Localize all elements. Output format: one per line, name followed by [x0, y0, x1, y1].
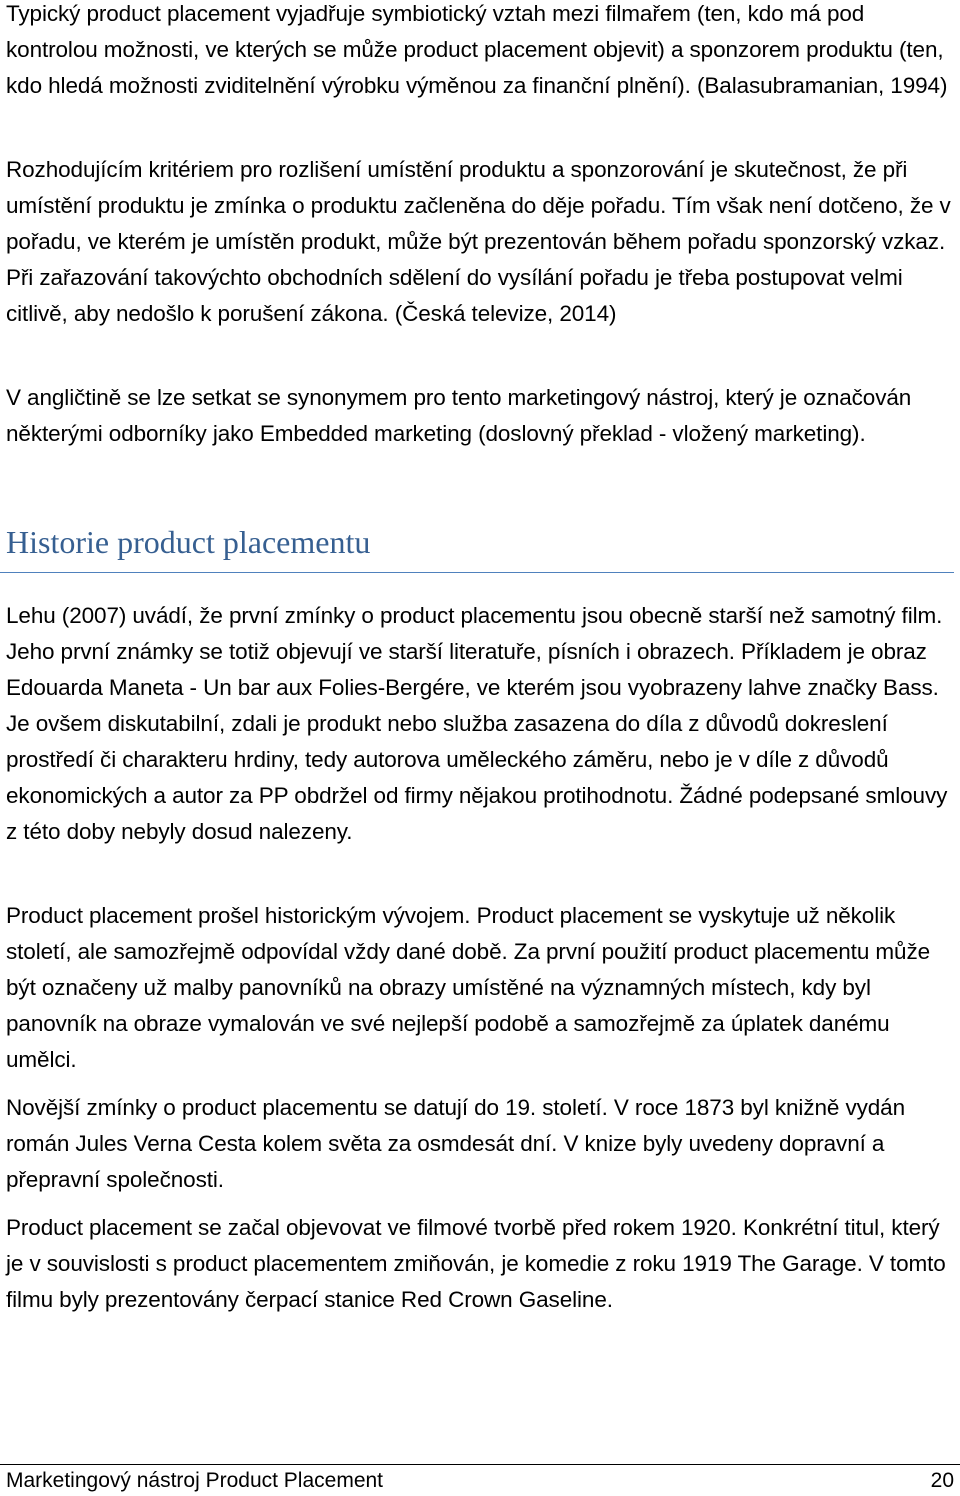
paragraph-lehu-first-mentions: Lehu (2007) uvádí, že první zmínky o product placementu jsou obecně starší než samotný film. Jeho první známky se totiž objevují ve starší literatuře, písních i obrazech. Příkladem je obraz Edouarda Maneta - Un bar aux Folies-Bergére, ve kterém jsou vyobrazeny lahve značky Bass. Je ovšem diskutabilní, zdali je produkt nebo služba zasazena do díla z důvodů dokreslení prostředí či charakteru hrdiny, tedy autorova uměleckého záměru, nebo je v díle z důvodů ekonomických a autor za PP obdržel od firmy nějakou protihodnotu. Žádné podepsané smlouvy z této doby nebyly dosud nalezeny. [6, 603, 948, 844]
paragraph-historical-development: Product placement prošel historickým vývojem. Product placement se vyskytuje už několik století, ale samozřejmě odpovídal vždy dané době. Za první použití product placementu může být označeny už malby panovníků na obrazy umístěné na významných místech, kdy byl panovník na obraze vymalován ve své nejlepší podobě a samozřejmě za úplatek danému umělci. [6, 903, 931, 1072]
footer-page-number: 20 [930, 1469, 954, 1492]
footer-document-title: Marketingový nástroj Product Placement [6, 1469, 384, 1492]
paragraph-symbiotic-relationship: Typický product placement vyjadřuje symbiotický vztah mezi filmařem (ten, kdo má pod kontrolou možnosti, ve kterých se může product placement objevit) a sponzorem produktu (ten, kdo hledá možnosti zviditelnění výrobku výměnou za finanční plnění). (Balasubramanian, 1994) [6, 1, 948, 98]
paragraph-19th-century: Novější zmínky o product placementu se datují do 19. století. V roce 1873 byl knižně vydán román Jules Verna Cesta kolem světa za osmdesát dní. V knize byly uvedeny dopravní a přepravní společnosti. [6, 1095, 905, 1192]
paragraph-embedded-marketing: V angličtině se lze setkat se synonymem pro tento marketingový nástroj, který je označován některými odborníky jako Embedded marketing (doslovný překlad - vložený marketing). [6, 385, 912, 446]
paragraph-decisive-criterion: Rozhodujícím kritériem pro rozlišení umístění produktu a sponzorování je skutečnost, že při umístění produktu je zmínka o produktu začleněna do děje pořadu. Tím však není dotčeno, že v pořadu, ve kterém je umístěn produkt, může být prezentován během pořadu sponzorský vzkaz. Při zařazování takovýchto obchodních sdělení do vysílání pořadu je třeba postupovat velmi citlivě, aby nedošlo k porušení zákona. (Česká televize, 2014) [6, 157, 951, 326]
heading-underline-divider [0, 572, 954, 573]
footer-divider [0, 1464, 960, 1465]
page-footer [6, 1466, 954, 1496]
section-heading-history: Historie product placementu [6, 524, 371, 560]
paragraph-film-before-1920: Product placement se začal objevovat ve filmové tvorbě před rokem 1920. Konkrétní titul, který je v souvislosti s product placementem zmiňován, je komedie z roku 1919 The Garage. V tomto filmu byly prezentovány čerpací stanice Red Crown Gaseline. [6, 1215, 946, 1312]
